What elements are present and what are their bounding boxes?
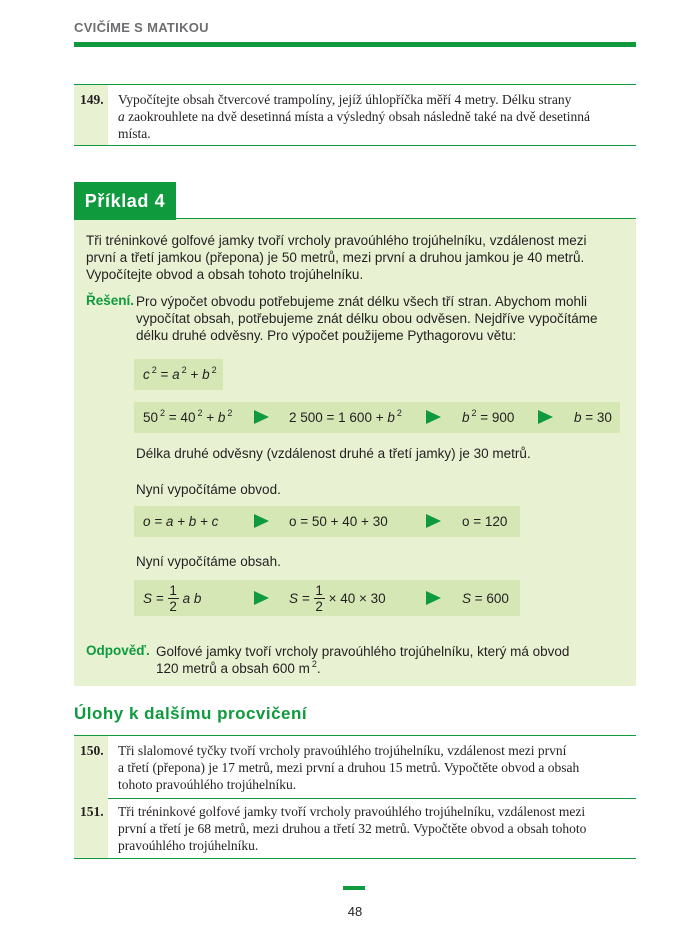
equation-row-pythagoras: 50 $^2$ = 40 $^2$ + b $^2$ 2 500 = 1 600 + b $^2$ b $^2$ = 900 b = 30: [134, 402, 620, 433]
solution-label: Řešení.: [86, 293, 135, 308]
fraction-one-half: $\frac{1}{2}$: [315, 582, 323, 614]
example-problem-line: Tři tréninkové golfové jamky tvoří vrcholy pravoúhlého trojúhelníku, vzdálenost mezi: [86, 233, 587, 248]
pythagoras-formula: c $^2$ = a $^2$ + b $^2$: [134, 359, 223, 390]
arrow-icon: [426, 514, 441, 528]
arrow-icon: [538, 410, 553, 424]
solution-text: Délka druhé odvěsny (vzdálenost druhé a třetí jamky) je 30 metrů.: [136, 446, 531, 461]
equation-row-area: S = $\frac{1}{2}$ a b S = $\frac{1}{2}$ × 40 × 30 S = 600: [134, 580, 520, 616]
task-number: 149.: [74, 85, 108, 145]
example-title: Příklad 4: [74, 182, 176, 220]
task-text: Vypočítejte obsah čtvercové trampolíny, jejíž úhlopříčka měří 4 metry. Délku strany a zaokrouhlete na dvě desetinná místa a výsledný obsah následně také na dvě desetinná místa.: [118, 92, 590, 141]
task-number: 150.: [74, 736, 108, 798]
task-151: [74, 797, 636, 859]
arrow-icon: [426, 410, 441, 424]
solution-line: vypočítat obsah, potřebujeme znát délku obou odvěsen. Nejdříve vypočítáme: [136, 311, 598, 326]
solution-text: Nyní vypočítáme obsah.: [136, 554, 281, 569]
task-text: Tři tréninkové golfové jamky tvoří vrcholy pravoúhlého trojúhelníku, vzdálenost mezi první a třetí je 68 metrů, mezi druhou a třetí 32 metrů. Vypočtěte obvod a obsah tohoto pravoúhlého trojúhelníku.: [118, 804, 587, 853]
answer-label: Odpověď.: [86, 643, 150, 658]
page-number: 48: [347, 904, 363, 919]
solution-line: Pro výpočet obvodu potřebujeme znát délku všech tří stran. Abychom mohli: [136, 294, 587, 309]
example-problem-line: první a třetí jamkou (přepona) je 50 metrů, mezi první a druhou jamkou je 40 metrů.: [86, 250, 585, 265]
answer-line: 120 metrů a obsah 600 m $^2$.: [156, 659, 321, 676]
task-number: 151.: [74, 797, 108, 858]
solution-text: Nyní vypočítáme obvod.: [136, 482, 281, 497]
task-149: [74, 84, 636, 146]
equation-row-perimeter: o = a + b + c o = 50 + 40 + 30 o = 120: [134, 506, 520, 537]
example-problem-line: Vypočítejte obvod a obsah tohoto trojúhelníku.: [86, 267, 364, 282]
task-150: [74, 735, 636, 799]
running-header: CVIČÍME S MATIKOU: [74, 20, 209, 35]
arrow-icon: [254, 410, 269, 424]
arrow-icon: [254, 514, 269, 528]
fraction-one-half: $\frac{1}{2}$: [169, 582, 177, 614]
arrow-icon: [254, 591, 269, 605]
header-rule: [74, 42, 636, 47]
arrow-icon: [426, 591, 441, 605]
answer-line: Golfové jamky tvoří vrcholy pravoúhlého trojúhelníku, který má obvod: [156, 644, 570, 659]
solution-line: délku druhé odvěsny. Pro výpočet použijeme Pythagorovu větu:: [136, 328, 517, 343]
section-title: Úlohy k dalšímu procvičení: [74, 704, 308, 723]
task-text: Tři slalomové tyčky tvoří vrcholy pravoúhlého trojúhelníku, vzdálenost mezi první a třetí (přepona) je 17 metrů, mezi první a druhou 15 metrů. Vypočtěte obvod a obsah tohoto pravoúhlého trojúhelníku.: [118, 743, 580, 792]
footer-bar: [343, 886, 365, 890]
